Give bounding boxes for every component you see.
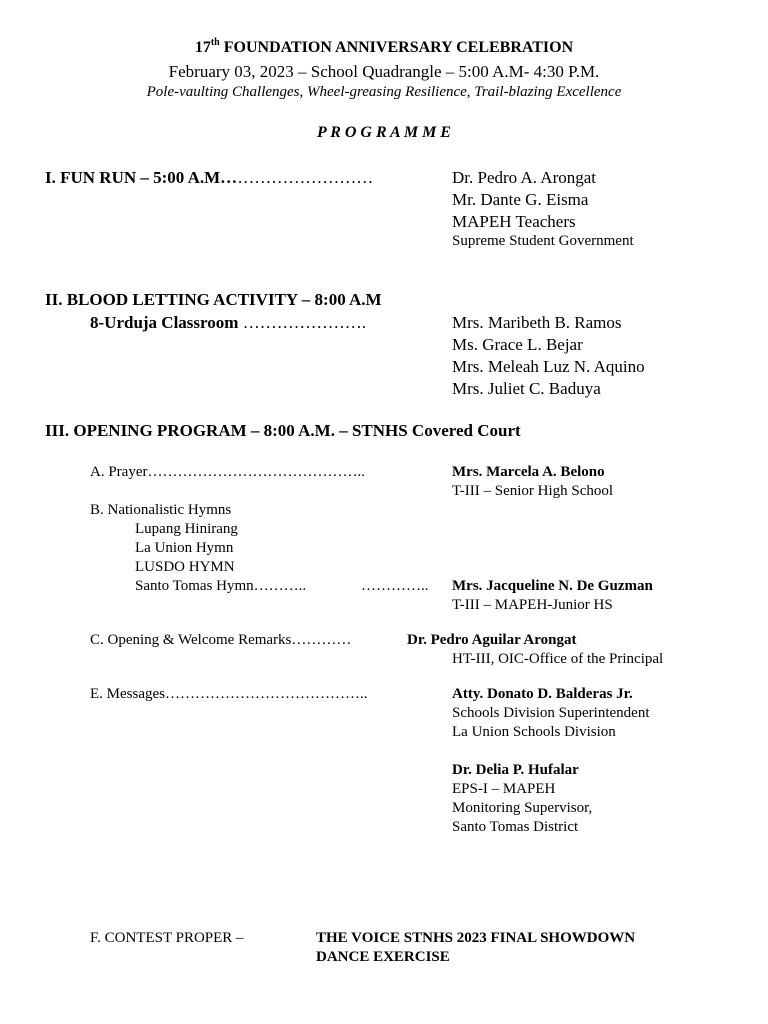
- fun-run-person-1: Dr. Pedro A. Arongat: [452, 168, 597, 187]
- speaker-2-name: Dr. Delia P. Hufalar: [452, 762, 579, 778]
- blood-letting-leader: ………………….: [242, 313, 366, 332]
- blood-letting-venue: 8-Urduja Classroom: [90, 313, 239, 332]
- blood-letting-venue-line: [90, 313, 366, 333]
- blood-letting-title: II. BLOOD LETTING ACTIVITY – 8:00 A.M: [45, 290, 382, 309]
- blood-letting-person-3: Mrs. Meleah Luz N. Aquino: [452, 357, 645, 376]
- fun-run-title-text: I. FUN RUN – 5:00 A.M…: [45, 168, 238, 187]
- title-text: FOUNDATION ANNIVERSARY CELEBRATION: [219, 39, 574, 56]
- speaker-1-line-2: La Union Schools Division: [452, 724, 616, 740]
- programme-heading: P R O G R A M M E: [317, 124, 451, 141]
- fun-run-leader: ……………………: [237, 168, 374, 187]
- messages-label: E. Messages…………………………………..: [90, 686, 368, 702]
- remarks-role: HT-III, OIC-Office of the Principal: [452, 651, 664, 667]
- remarks-label: C. Opening & Welcome Remarks…………: [90, 632, 352, 648]
- title-ordinal-suffix: th: [210, 37, 220, 48]
- hymn-item-1: Lupang Hinirang: [135, 521, 238, 537]
- contest-line-2: DANCE EXERCISE: [316, 949, 450, 965]
- hymn-leader: …………..: [361, 578, 429, 594]
- fun-run-person-3: MAPEH Teachers: [452, 212, 576, 231]
- speaker-2-line-3: Santo Tomas District: [452, 819, 579, 835]
- prayer-role: T-III – Senior High School: [452, 483, 614, 499]
- blood-letting-person-1: Mrs. Maribeth B. Ramos: [452, 313, 622, 332]
- document-title: [0, 39, 768, 57]
- fun-run-title: [45, 168, 373, 188]
- blood-letting-person-4: Mrs. Juliet C. Baduya: [452, 379, 601, 398]
- theme-line: Pole-vaulting Challenges, Wheel-greasing Resilience, Trail-blazing Excellence: [146, 84, 622, 100]
- hymns-label: B. Nationalistic Hymns: [90, 502, 232, 518]
- contest-label: F. CONTEST PROPER –: [90, 930, 244, 946]
- opening-program-title: III. OPENING PROGRAM – 8:00 A.M. – STNHS Covered Court: [45, 421, 521, 440]
- prayer-label: A. Prayer……………………………………..: [90, 464, 365, 480]
- fun-run-person-2: Mr. Dante G. Eisma: [452, 190, 589, 209]
- title-ordinal: 17: [194, 39, 211, 56]
- hymns-name: Mrs. Jacqueline N. De Guzman: [452, 578, 653, 594]
- contest-line-1: THE VOICE STNHS 2023 FINAL SHOWDOWN: [316, 930, 636, 946]
- date-venue-line: February 03, 2023 – School Quadrangle – 5:00 A.M- 4:30 P.M.: [168, 62, 600, 81]
- hymn-item-2: La Union Hymn: [135, 540, 234, 556]
- hymns-role: T-III – MAPEH-Junior HS: [452, 597, 613, 613]
- speaker-2-line-1: EPS-I – MAPEH: [452, 781, 556, 797]
- speaker-1-name: Atty. Donato D. Balderas Jr.: [452, 686, 633, 702]
- prayer-name: Mrs. Marcela A. Belono: [452, 464, 605, 480]
- remarks-name: Dr. Pedro Aguilar Arongat: [407, 632, 577, 648]
- fun-run-group: Supreme Student Government: [452, 233, 634, 249]
- blood-letting-person-2: Ms. Grace L. Bejar: [452, 335, 583, 354]
- hymn-item-3: LUSDO HYMN: [135, 559, 235, 575]
- speaker-1-line-1: Schools Division Superintendent: [452, 705, 650, 721]
- speaker-2-line-2: Monitoring Supervisor,: [452, 800, 593, 816]
- hymn-item-4: Santo Tomas Hymn………..: [135, 578, 307, 594]
